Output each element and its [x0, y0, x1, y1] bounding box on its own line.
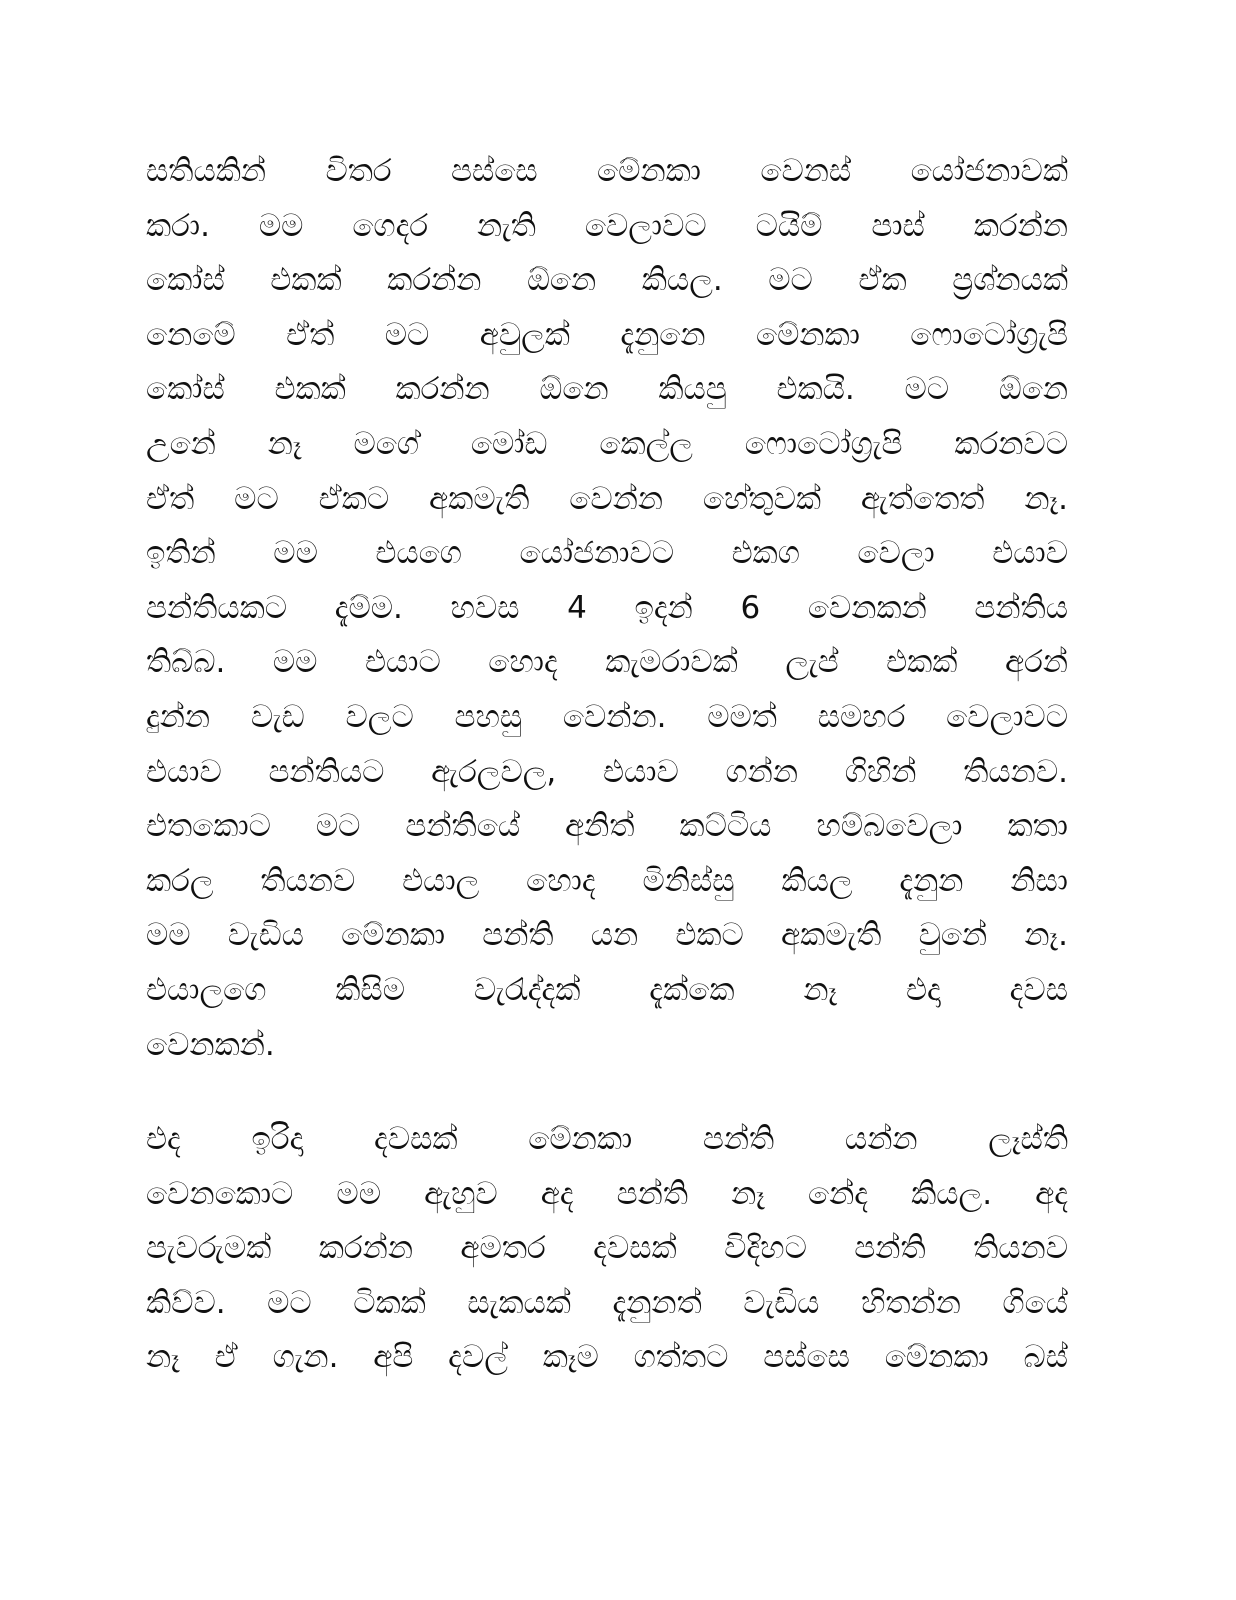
- text-line: කරා. මම ගෙදර නැති වෙලාවට ටයිම් පාස් කරන්න: [146, 207, 1068, 244]
- text-line: කිව්ව. මට ටිකක් සැකයක් දැනුනත් වැඩිය හිතන්න ගියේ: [146, 1284, 1068, 1321]
- text-line: නෑ ඒ ගැන. අපි දවල් කෑම ගත්තට පස්සෙ මේනකා බස්: [146, 1339, 1068, 1376]
- text-line: තිබ්බ. මම එයාට හොද කැමරාවක් ලැප් එකක් අරන්: [146, 644, 1068, 681]
- text-line: එයාව පන්තියට ඇරලවල, එයාව ගන්න ගිහින් තියනව.: [146, 753, 1068, 790]
- text-line: එයාලගෙ කිසිම වැරැද්දක් දැක්කෙ නෑ එදා දවස: [146, 971, 1068, 1008]
- text-line: වෙනකොට මම ඇහුව අද පන්ති නෑ නේද කියල. අද: [146, 1175, 1068, 1212]
- text-line: කරල තියනව එයාල හොද මිනිස්සු කියල දැනුන නිසා: [146, 862, 1068, 899]
- text-line: එද ඉරිදා දවසක් මේනකා පන්ති යන්න ලෑස්ති: [146, 1121, 1068, 1157]
- text-line: ඒත් මට ඒකට අකමැති වෙන්න හේතුවක් ඇත්තෙත් නෑ.: [146, 480, 1068, 517]
- text-line: එතකොට මට පන්තියේ අනිත් කට්ටිය හම්බවෙලා කතා: [146, 808, 1068, 845]
- text-line: ඉතින් මම එයගෙ යෝජනාවට එකග වෙලා එයාව: [146, 535, 1068, 572]
- text-line: දුන්න වැඩ වලට පහසු වෙන්න. මමත් සමහර වෙලාවට: [146, 698, 1068, 735]
- paragraph-2: [146, 1112, 1068, 1385]
- text-line: වෙනකන්.: [146, 1026, 275, 1063]
- text-line: පැවරුමක් කරන්න අමතර දවසක් විදිහට පන්ති තියනව: [146, 1230, 1068, 1267]
- text-line: කෝස් එකක් කරන්න ඕනෙ කියල. මට ඒක ප්‍රශ්නයක්: [146, 262, 1068, 299]
- text-line: පන්තියකට දැම්ම. හවස 4 ඉදන් 6 වෙනකන් පන්තිය: [146, 589, 1068, 626]
- text-line: නෙමේ ඒත් මට අවුලක් දැනුනෙ මේනකා ෆොටෝග්‍රැපි: [146, 316, 1068, 353]
- text-line: සතියකින් විතර පස්සෙ මේනකා වෙනස් යෝජනාවක්: [146, 153, 1068, 189]
- text-line: මම වැඩිය මේනකා පන්ති යන එකට අකමැති වුනේ නෑ.: [146, 917, 1068, 954]
- paragraph-1: [146, 144, 1068, 1072]
- text-line: උනේ නෑ මගේ මෝඩ කෙල්ල ෆොටෝග්‍රැපි කරනවට: [146, 425, 1068, 462]
- text-line: කෝස් එකක් කරන්න ඕනෙ කියපු එකයි. මට ඕනෙ: [146, 371, 1068, 408]
